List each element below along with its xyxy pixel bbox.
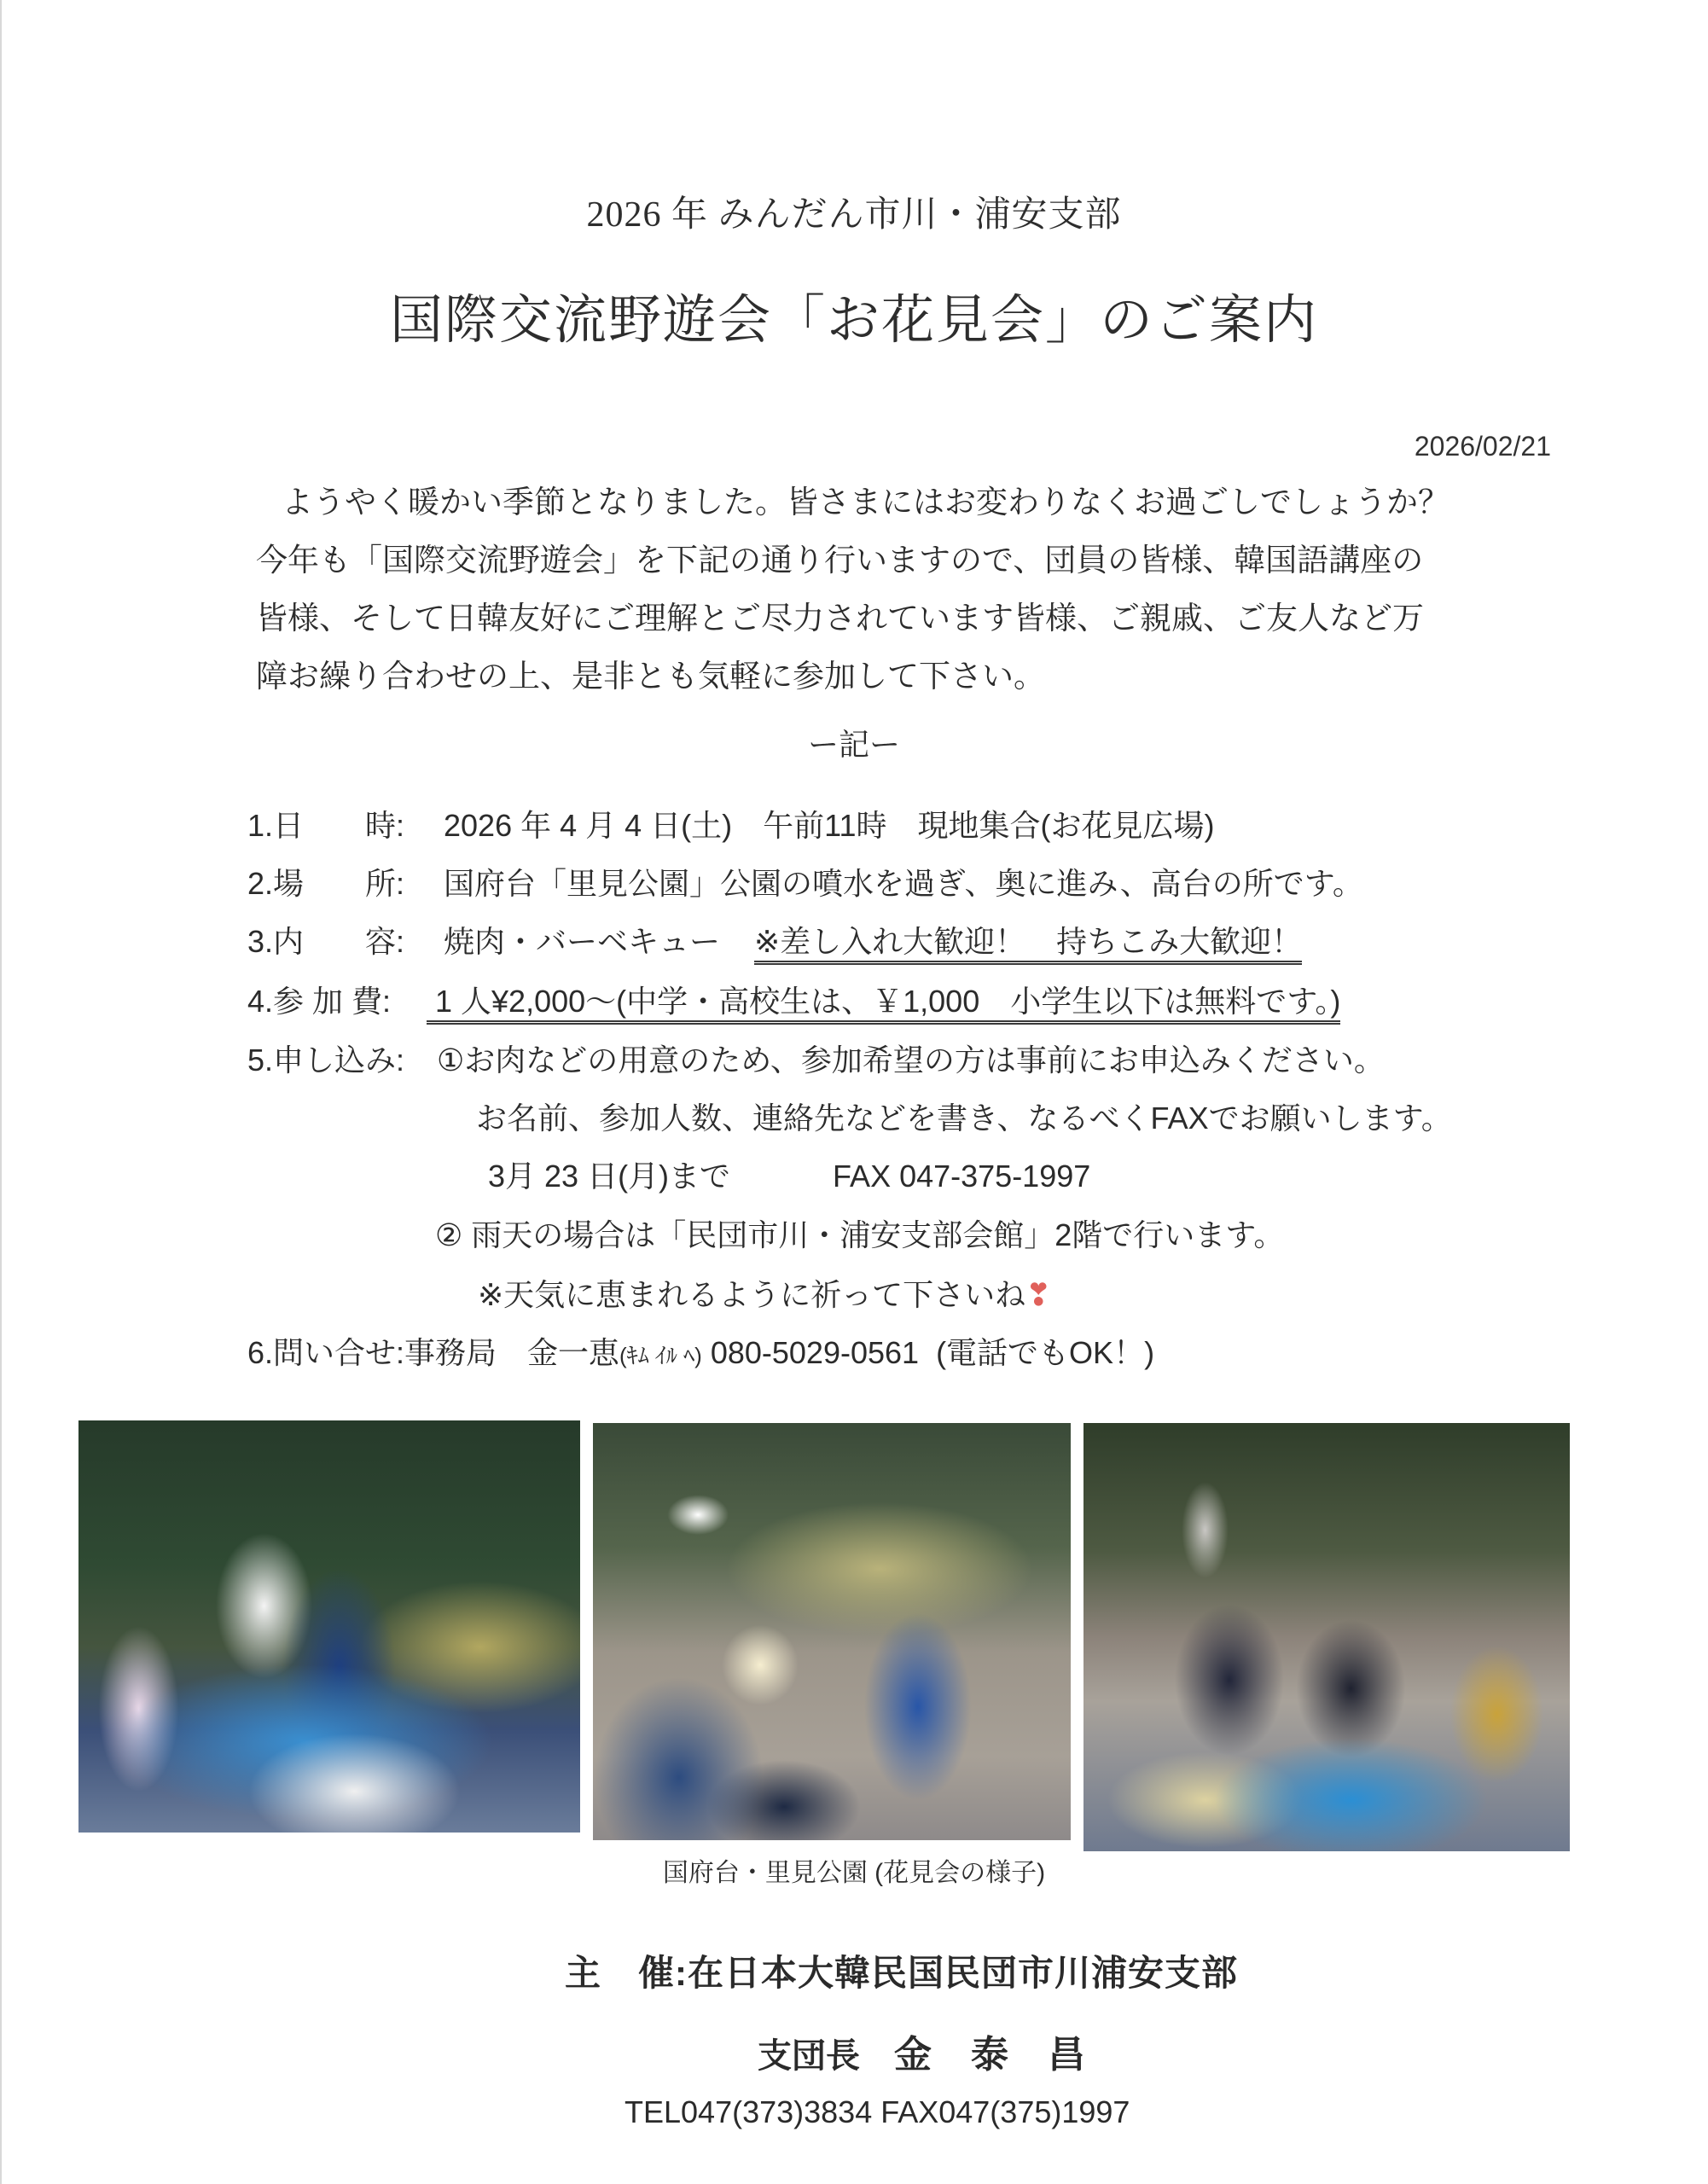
- detail-label: 4.参 加 費:: [247, 984, 392, 1019]
- detail-value: 国府台「里見公園」公園の噴水を過ぎ、奥に進み、高台の所です。: [444, 866, 1363, 901]
- inquiry-reading: (ｷﾑ ｲﾙ ﾍ): [619, 1343, 702, 1368]
- page-title: 国際交流野遊会「お花見会」のご案内: [389, 288, 1318, 351]
- detail-value: 焼肉・バーベキュー: [444, 924, 721, 959]
- detail-application: [247, 1037, 1385, 1080]
- inquiry-phone: 080-5029-0561: [710, 1335, 920, 1370]
- fee-value: 1 人¥2,000～(中学・高校生は、￥1,000 小学生以下は無料です。): [427, 984, 1340, 1025]
- detail-content: [247, 918, 1302, 961]
- detail-date: [247, 802, 1214, 845]
- photo-barbecue: [1083, 1423, 1570, 1851]
- photo-dancing: [78, 1420, 580, 1833]
- organization-subtitle: 2026 年 みんだん市川・浦安支部: [586, 195, 1122, 235]
- weather-wish: ※天気に恵まれるように祈って下さいね❣: [478, 1277, 1052, 1312]
- inquiry-note: (電話でもOK！): [936, 1335, 1155, 1370]
- intro-line: 障お繰り合わせの上、是非とも気軽に参加して下さい。: [256, 659, 1045, 694]
- heart-exclamation-icon: ❣: [1025, 1277, 1052, 1312]
- detail-label: 1.日 時:: [247, 808, 405, 843]
- intro-line: 皆様、そして日韓友好にご理解とご尽力されています皆様、ご親戚、ご友人など万: [256, 601, 1424, 636]
- chief-name: 金泰昌: [894, 2034, 1124, 2076]
- ki-heading: ー記ー: [807, 727, 900, 762]
- chief-line: [758, 2024, 1124, 2078]
- application-instructions: お名前、参加人数、連絡先などを書き、なるべくFAXでお願いします。: [476, 1101, 1452, 1136]
- intro-line: 今年も「国際交流野遊会」を下記の通り行いますので、団員の皆様、韓国語講座の: [256, 543, 1424, 578]
- application-step-1: ①お肉などの用意のため、参加希望の方は事前にお申込みください。: [437, 1043, 1385, 1077]
- fax-number: FAX 047-375-1997: [833, 1159, 1091, 1194]
- intro-line: ようやく暖かい季節となりました。皆さまにはお変わりなくお過ごしでしょうか？: [282, 485, 1449, 520]
- detail-place: [247, 860, 1363, 903]
- chief-title: 支団長: [758, 2037, 860, 2075]
- detail-label: 6.問い合せ:: [247, 1335, 405, 1370]
- detail-fee: [247, 978, 1340, 1021]
- application-deadline: 3月 23 日(月)まで: [488, 1159, 731, 1194]
- contact-line: TEL047(373)3834 FAX047(375)1997: [625, 2094, 1130, 2129]
- detail-label: 5.申し込み:: [247, 1043, 405, 1077]
- inquiry-office: 事務局 金一恵: [404, 1335, 620, 1370]
- detail-label: 2.場 所:: [247, 866, 405, 901]
- photo-caption: 国府台・里見公園 (花見会の様子): [662, 1859, 1046, 1887]
- application-deadline-row: [488, 1153, 1090, 1196]
- detail-label: 3.内 容:: [247, 924, 405, 959]
- welcome-highlight: ※差し入れ大歓迎！ 持ちこみ大歓迎！: [754, 924, 1302, 965]
- photo-musicians: [593, 1423, 1071, 1840]
- rain-plan: ② 雨天の場合は「民団市川・浦安支部会館」2階で行います。: [435, 1217, 1285, 1252]
- detail-value: 2026 年 4 月 4 日(土) 午前11時 現地集合(お花見広場): [444, 808, 1215, 843]
- sponsor-line: 主 催:在日本大韓民国民団市川浦安支部: [565, 1953, 1238, 1993]
- intro-paragraph: [256, 473, 1449, 706]
- detail-inquiry: [247, 1329, 1154, 1373]
- issue-date: 2026/02/21: [1414, 431, 1551, 462]
